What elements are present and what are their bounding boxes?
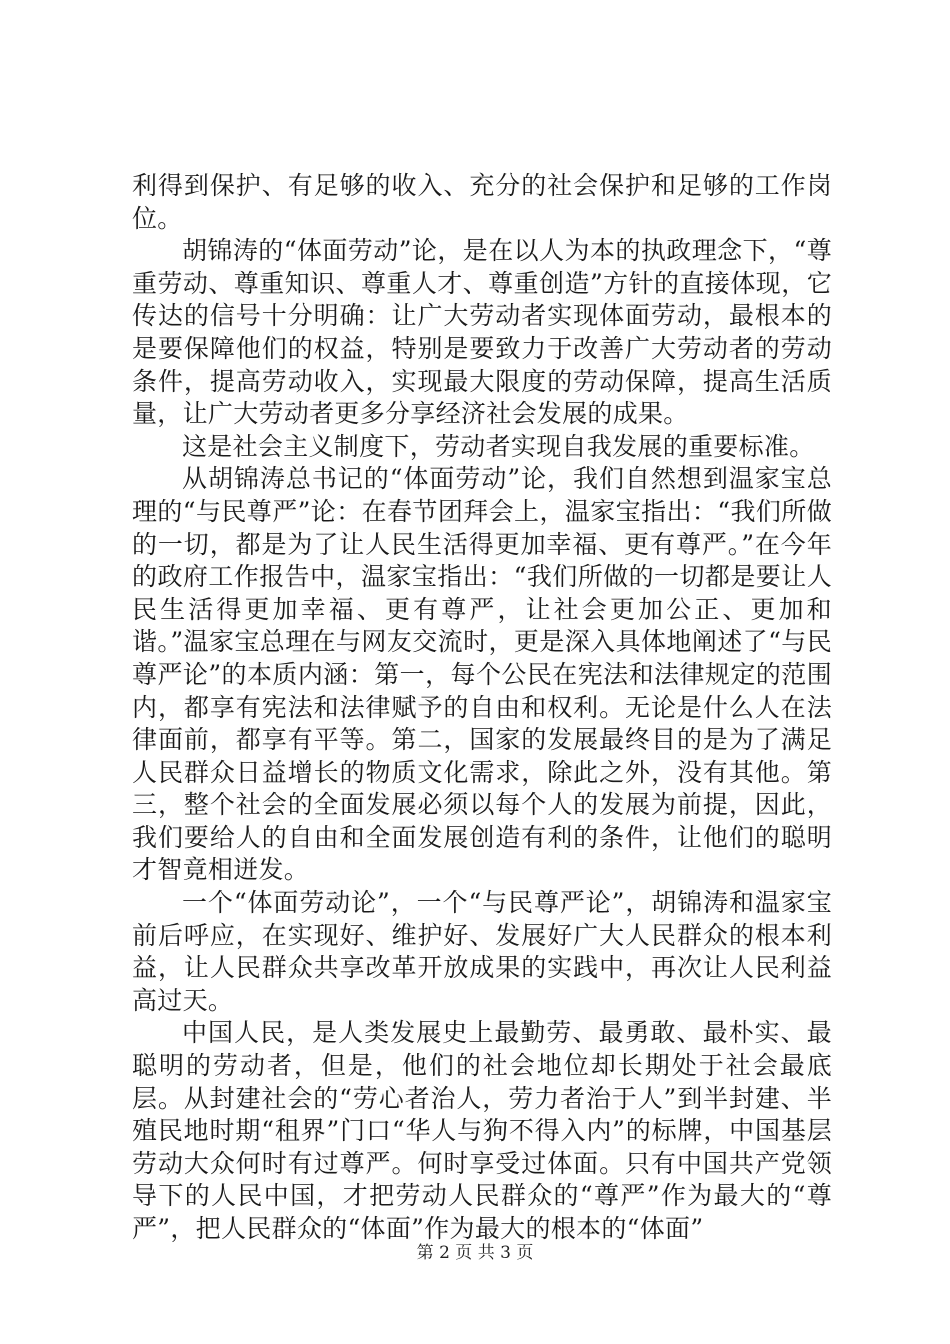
paragraph-decent-labor: 胡锦涛的“体面劳动”论，是在以人为本的执政理念下，“尊重劳动、尊重知识、尊重人才、尊重创造”方针的直接体现，它传达的信号十分明确：让广大劳动者实现体面劳动，最根本的是要保障他们的权益，特别是要致力于改善广大劳动者的劳动条件，提高劳动收入，实现最大限度的劳动保障，提高生活质量，让广大劳动者更多分享经济社会发展的成果。 xyxy=(132,236,832,429)
paragraph-echo: 一个“体面劳动论”，一个“与民尊严论”，胡锦涛和温家宝前后呼应，在实现好、维护好、发展好广大人民群众的根本利益，让人民群众共享改革开放成果的实践中，再次让人民利益高过天。 xyxy=(132,888,832,1015)
paragraph-dignity: 从胡锦涛总书记的“体面劳动”论，我们自然想到温家宝总理的“与民尊严”论：在春节团拜会上，温家宝指出：“我们所做的一切，都是为了让人民生活得更加幸福、更有尊严。”在今年的政府工作报告中，温家宝指出：“我们所做的一切都是要让人民生活得更加幸福、更有尊严，让社会更加公正、更加和谐。”温家宝总理在与网友交流时，更是深入具体地阐述了“与民尊严论”的本质内涵：第一，每个公民在宪法和法律规定的范围内，都享有宪法和法律赋予的自由和权利。无论是什么人在法律面前，都享有平等。第二，国家的发展最终目的是为了满足人民群众日益增长的物质文化需求，除此之外，没有其他。第三，整个社会的全面发展必须以每个人的发展为前提，因此，我们要给人的自由和全面发展创造有利的条件，让他们的聪明才智竟相迸发。 xyxy=(132,464,832,885)
paragraph-standard: 这是社会主义制度下，劳动者实现自我发展的重要标准。 xyxy=(182,431,815,461)
page-number-footer: 第 2 页 共 3 页 xyxy=(416,1243,534,1263)
document-body xyxy=(132,170,832,1246)
paragraph-continuation: 利得到保护、有足够的收入、充分的社会保护和足够的工作岗位。 xyxy=(132,171,832,233)
paragraph-chinese-people: 中国人民，是人类发展史上最勤劳、最勇敢、最朴实、最聪明的劳动者，但是，他们的社会地位却长期处于社会最底层。从封建社会的“劳心者治人，劳力者治于人”到半封建、半殖民地时期“租界”门口“华人与狗不得入内”的标牌，中国基层劳动大众何时有过尊严。何时享受过体面。只有中国共产党领导下的人民中国，才把劳动人民群众的“尊严”作为最大的“尊严”，把人民群众的“体面”作为最大的根本的“体面” xyxy=(132,1018,832,1243)
